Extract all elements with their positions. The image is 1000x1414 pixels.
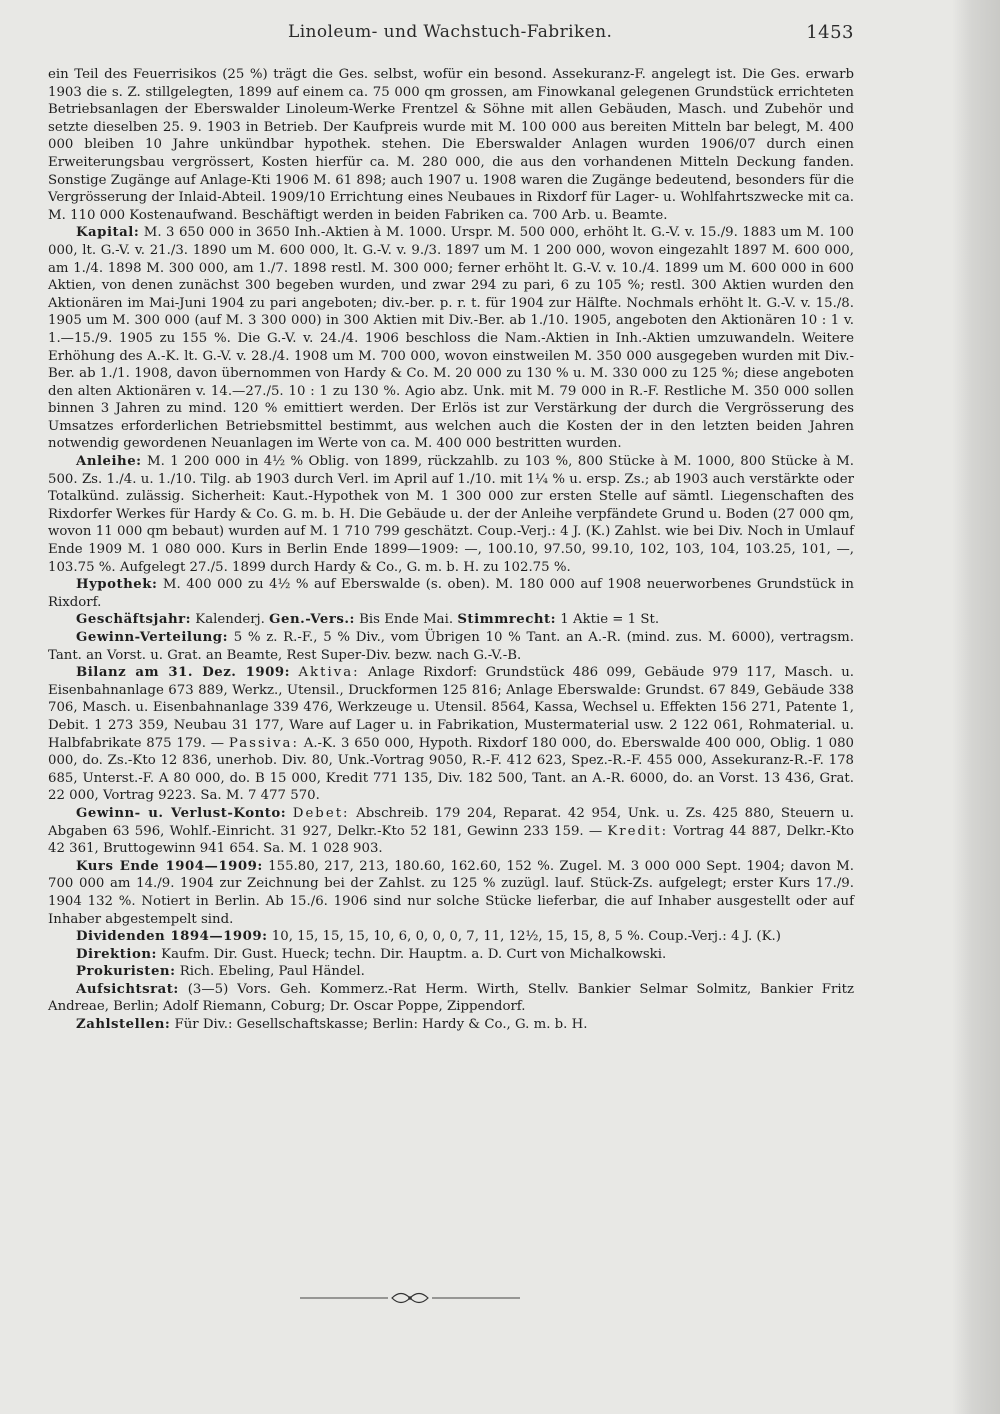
page-number: 1453 [806,22,854,43]
label-geschaeftsjahr: Geschäftsjahr: [76,612,192,628]
section-hypothek [48,576,854,611]
label-stimmrecht: Stimmrecht: [457,612,557,628]
section-aufsichtsrat [48,981,854,1016]
page-edge-shadow [952,0,1000,1414]
label-kredit: Kredit: [607,823,669,839]
section-gewinn-verlust [48,805,854,858]
text-kapital: M. 3 650 000 in 3650 Inh.-Aktien à M. 1000. Urspr. M. 500 000, erhöht lt. G.-V. v. 15./9. 1883 um M. 100 000, lt. G.-V. v. 21./3. 1890 um M. 600 000, lt. G.-V. v. 9./3. 1897 um M. 1 200 000, wovon eingezahlt 1897 M. 600 000, am 1./4. 1898 M. 300 000, am 1./7. 1898 restl. M. 300 000; ferner erhöht lt. G.-V. v. 10./4. 1899 um M. 600 000 in 600 Aktien, von denen zunächst 300 begeben wurden, und zwar 294 zu pari, 6 zu 105 %; restl. 300 Aktien wurden den Aktionären im Mai-Juni 1904 zu pari angeboten; div.-ber. p. r. t. für 1904 zur Hälfte. Nochmals erhöht lt. G.-V. v. 15./8. 1905 um M. 300 000 (auf M. 3 300 000) in 300 Aktien mit Div.-Ber. ab 1./10. 1905, angeboten den Aktionären 10 : 1 v. 1.—15./9. 1905 zu 155 %. Die G.-V. v. 24./4. 1906 beschloss die Nam.-Aktien in Inh.-Aktien umzuwandeln. Weitere Erhöhung des A.-K. lt. G.-V. v. 28./4. 1908 um M. 700 000, wovon einstweilen M. 350 000 ausgegeben wurden mit Div.-Ber. ab 1./1. 1908, davon übernommen von Hardy & Co. M. 20 000 zu 130 % u. M. 330 000 zu 125 %; diese angeboten den alten Aktionären v. 14.—27./5. 10 : 1 zu 130 %. Agio abz. Unk. mit M. 79 000 in R.-F. Restliche M. 350 000 sollen binnen 3 Jahren zu mind. 120 % emittiert werden. Der Erlös ist zur Verstärkung der durch die Vergrösserung des Umsatzes erforderlichen Betriebsmittel bestimmt, aus welchen auch die Kosten der in den letzten beiden Jahren notwendig gewordenen Neuanlagen im Werte von ca. M. 400 000 bestritten wurden. [48,225,854,452]
section-kurs [48,858,854,928]
label-gewinn-verteilung: Gewinn-Verteilung: [76,630,229,645]
page-body [48,66,854,1034]
section-direktion [48,946,854,964]
text-passiva: A.-K. 3 650 000, Hypoth. Rixdorf 180 000, do. Eberswalde 400 000, Oblig. 1 080 000, do. Zs.-Kto 12 836, unerhob. Div. 80, Unk.-Vortrag 9050, R.-F. 412 623, Spez.-R.-F. 455 000, Assekuranz-R.-F. 178 685, Unterst.-F. A 80 000, do. B 15 000, Kredit 771 135, Div. 182 500, Tant. an A.-R. 6000, do. an Vorst. 13 436, Grat. 22 000, Vortrag 9223. Sa. M. 7 477 570. [48,735,854,804]
text-gewinn-verteilung: 5 % z. R.-F., 5 % Div., vom Übrigen 10 % Tant. an A.-R. (mind. zus. M. 6000), vertragsm. Tant. an Vorst. u. Grat. an Beamte, Rest Super-Div. bezw. nach G.-V.-B. [48,630,854,663]
label-gen-vers: Gen.-Vers.: [269,612,355,628]
text-aktiva: Anlage Rixdorf: Grundstück 486 099, Gebäude 979 117, Masch. u. Eisenbahnanlage 673 889, Werkz., Utensil., Druckformen 125 816; Anlage Eberswalde: Grundst. 67 849, Gebäude 338 706, Masch. u. Eisenbahnanlage 339 476, Werkzeuge u. Utensil. 8564, Kassa, Wechsel u. Effekten 156 271, Patente 1, Debit. 1 273 359, Neubau 31 177, Ware auf Lager u. in Fabrikation, Mustermaterial usw. 2 122 061, Rohmaterial. u. Halbfabrikate 875 179. — [48,665,854,751]
label-dividenden: Dividenden 1894—1909: [76,929,268,945]
page-header [48,18,854,48]
text-geschaeftsjahr: Kalenderj. [191,612,270,628]
label-kapital: Kapital: [76,225,140,241]
section-end-ornament [300,1290,520,1306]
label-hypothek: Hypothek: [76,577,158,593]
text-hypothek: M. 400 000 zu 4½ % auf Eberswalde (s. oben). M. 180 000 auf 1908 neuerworbenes Grundstück in Rixdorf. [48,577,854,610]
text-aufsichtsrat: (3—5) Vors. Geh. Kommerz.-Rat Herm. Wirth, Stellv. Bankier Selmar Solmitz, Bankier Fritz Andreae, Berlin; Adolf Riemann, Coburg; Dr. Oscar Poppe, Zippendorf. [48,981,854,1015]
section-anleihe [48,453,854,576]
section-bilanz [48,664,854,805]
intro-paragraph: ein Teil des Feuerrisikos (25 %) trägt die Ges. selbst, wofür ein besond. Assekuranz-F. angelegt ist. Die Ges. erwarb 1903 die s. Z. stillgelegten, 1899 auf einem ca. 75 000 qm grossen, am Finowkanal gelegenen Grundstück errichteten Betriebsanlagen der Eberswalder Linoleum-Werke Frentzel & Söhne mit allen Gebäuden, Masch. und Zubehör und setzte dieselben 25. 9. 1903 in Betrieb. Der Kaufpreis wurde mit M. 100 000 aus bereiten Mitteln bar belegt, M. 400 000 bleiben 10 Jahre unkündbar hypothek. stehen. Die Eberswalder Anlagen wurden 1906/07 durch einen Erweiterungsbau vergrössert, Kosten hierfür ca. M. 280 000, die aus den vorhandenen Mitteln Deckung fanden. Sonstige Zugänge auf Anlage-Kti 1906 M. 61 898; auch 1907 u. 1908 waren die Zugänge bedeutend, besonders für die Vergrösserung der Inlaid-Abteil. 1909/10 Errichtung eines Neubaues in Rixdorf für Lager- u. Wohlfahrtszwecke mit ca. M. 110 000 Kostenaufwand. Beschäftigt werden in beiden Fabriken ca. 700 Arb. u. Beamte. [48,67,854,223]
label-zahlstellen: Zahlstellen: [76,1017,171,1033]
text-stimmrecht: 1 Aktie = 1 St. [556,612,660,628]
label-passiva: Passiva: [228,735,299,751]
section-kapital [48,224,854,453]
text-anleihe: M. 1 200 000 in 4½ % Oblig. von 1899, rückzahlb. zu 103 %, 800 Stücke à M. 1000, 800 Stücke à M. 500. Zs. 1./4. u. 1./10. Tilg. ab 1903 durch Verl. im April auf 1./10. mit 1¼ % u. ersp. Zs.; ab 1903 auch verstärkte oder Totalkünd. zulässig. Sicherheit: Kaut.-Hypothek von M. 1 300 000 zur ersten Stelle auf sämtl. Liegenschaften des Rixdorfer Werkes für Hardy & Co. G. m. b. H. Die Gebäude u. der der Anleihe verpfändete Grund u. Boden (27 000 qm, wovon 11 000 qm bebaut) wurden auf M. 1 710 799 geschätzt. Coup.-Verj.: 4 J. (K.) Zahlst. wie bei Div. Noch in Umlauf Ende 1909 M. 1 080 000. Kurs in Berlin Ende 1899—1909: —, 100.10, 97.50, 99.10, 102, 103, 104, 103.25, 101, —, 103.75 %. Aufgelegt 27./5. 1899 durch Hardy & Co., G. m. b. H. zu 102.75 %. [48,454,854,575]
section-dividenden [48,928,854,946]
section-geschaeftsjahr [48,611,854,629]
label-gewinn-verlust: Gewinn- u. Verlust-Konto: [76,805,287,821]
label-direktion: Direktion: [76,946,157,962]
section-zahlstellen [48,1016,854,1034]
label-debet: Debet: [292,805,350,821]
label-aktiva: Aktiva: [298,665,360,681]
text-prokuristen: Rich. Ebeling, Paul Händel. [175,964,365,980]
text-kurs: 155.80, 217, 213, 180.60, 162.60, 152 %. Zugel. M. 3 000 000 Sept. 1904; davon M. 700 000 am 14./9. 1904 zur Zeichnung bei der Zahlst. zu 125 % zuzügl. lauf. Stück-Zs. aufgelegt; erster Kurs 17./9. 1904 132 %. Notiert in Berlin. Ab 15./6. 1906 sind nur solche Stücke lieferbar, die auf Inhaber ausgestellt oder auf Inhaber abgestempelt sind. [48,858,854,927]
label-kurs: Kurs Ende 1904—1909: [76,858,263,874]
running-title: Linoleum- und Wachstuch-Fabriken. [288,22,613,42]
text-direktion: Kaufm. Dir. Gust. Hueck; techn. Dir. Hauptm. a. D. Curt von Michalkowski. [156,946,667,962]
label-bilanz: Bilanz am 31. Dez. 1909: [76,665,291,681]
label-prokuristen: Prokuristen: [76,964,176,980]
section-gewinn-verteilung [48,629,854,664]
text-kredit: Vortrag 44 887, Delkr.-Kto 42 361, Bruttogewinn 941 654. Sa. M. 1 028 903. [48,823,854,857]
text-gen-vers: Bis Ende Mai. [354,612,458,628]
label-anleihe: Anleihe: [76,454,142,470]
text-zahlstellen: Für Div.: Gesellschaftskasse; Berlin: Hardy & Co., G. m. b. H. [170,1017,588,1033]
label-aufsichtsrat: Aufsichtsrat: [76,981,179,997]
text-debet: Abschreib. 179 204, Reparat. 42 954, Unk. u. Zs. 425 880, Steuern u. Abgaben 63 596, Wohlf.-Einricht. 31 927, Delkr.-Kto 52 181, Gewinn 233 159. — [48,805,854,839]
text-dividenden: 10, 15, 15, 15, 10, 6, 0, 0, 0, 7, 11, 12½, 15, 15, 8, 5 %. Coup.-Verj.: 4 J. (K.) [267,929,781,945]
section-prokuristen [48,963,854,981]
